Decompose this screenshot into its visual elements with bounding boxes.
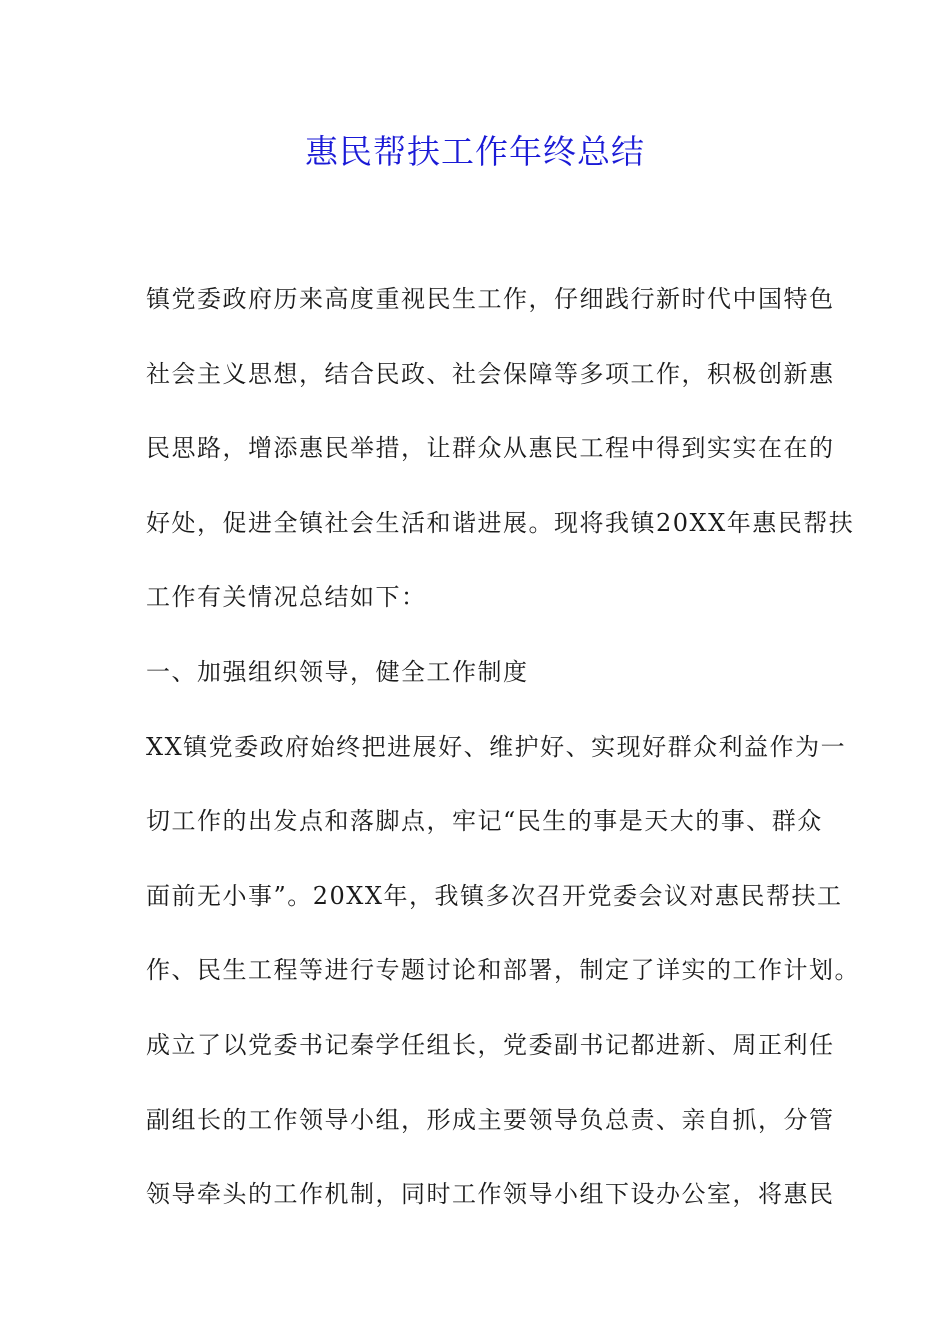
- body-line-3: 民思路，增添惠民举措，让群众从惠民工程中得到实实在在的: [146, 434, 835, 463]
- body-line-12: 副组长的工作领导小组，形成主要领导负总责、亲自抓，分管: [146, 1105, 835, 1134]
- body-line-11: 成立了以党委书记秦学任组长，党委副书记都进新、周正利任: [146, 1030, 835, 1059]
- body-line-5: 工作有关情况总结如下：: [146, 583, 427, 612]
- body-line-10: 作、民生工程等进行专题讨论和部署，制定了详实的工作计划。: [146, 956, 860, 985]
- body-line-1: 镇党委政府历来高度重视民生工作，仔细践行新时代中国特色: [146, 285, 835, 313]
- section-heading-1: 一、加强组织领导，健全工作制度: [146, 657, 529, 686]
- document-title: 惠民帮扶工作年终总结: [305, 132, 645, 171]
- body-line-7: XX镇党委政府始终把进展好、维护好、实现好群众利益作为一: [146, 732, 847, 761]
- body-line-13: 领导牵头的工作机制，同时工作领导小组下设办公室，将惠民: [146, 1180, 835, 1209]
- body-line-4: 好处，促进全镇社会生活和谐进展。现将我镇20XX年惠民帮扶: [146, 508, 855, 537]
- body-line-9: 面前无小事”。20XX年，我镇多次召开党委会议对惠民帮扶工: [146, 881, 843, 910]
- body-line-2: 社会主义思想，结合民政、社会保障等多项工作，积极创新惠: [146, 359, 835, 388]
- document-body: [146, 262, 860, 1232]
- body-line-8: 切工作的出发点和落脚点，牢记“民生的事是天大的事、群众: [146, 807, 823, 836]
